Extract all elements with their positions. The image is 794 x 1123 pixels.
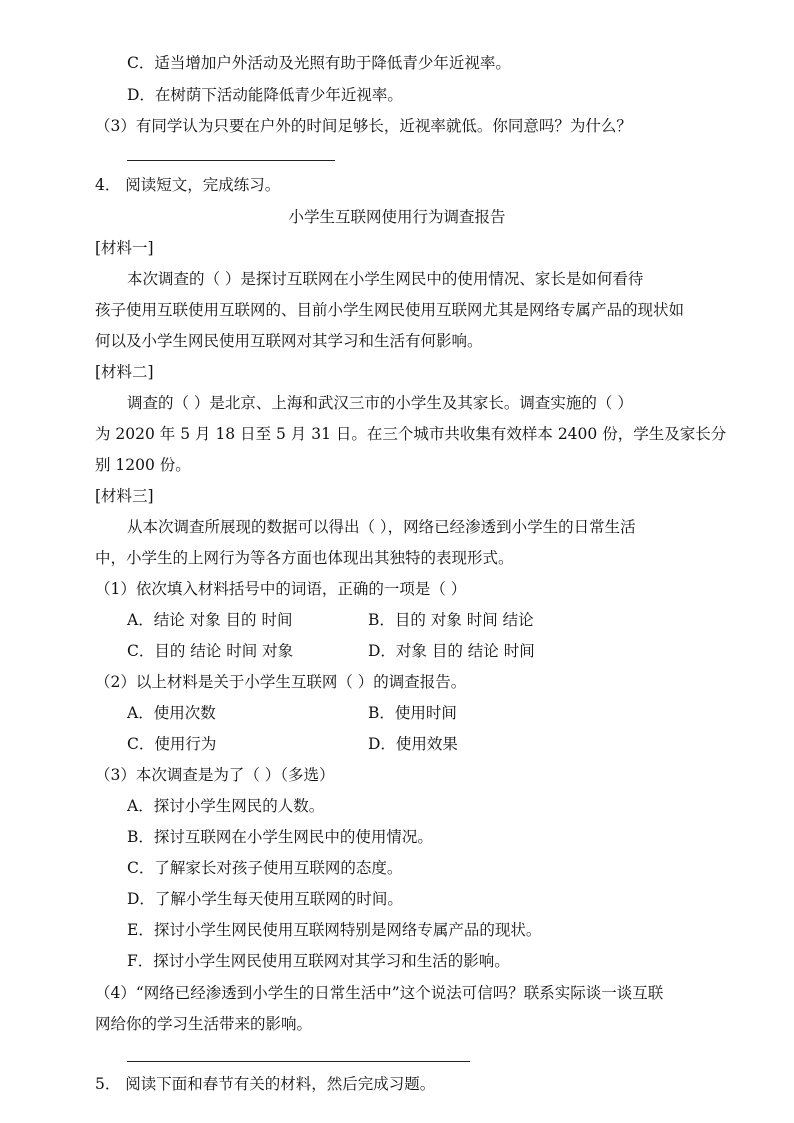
material-2-line: 调查的（ ）是北京、上海和武汉三市的小学生及其家长。调查实施的（ ）	[127, 394, 633, 412]
option-c-text: C．适当增加户外活动及光照有助于降低青少年近视率。	[127, 54, 511, 72]
subquestion-1-stem: （1）依次填入材料括号中的词语，正确的一项是（ ）	[95, 580, 467, 598]
option-d-text: D．在树荫下活动能降低青少年近视率。	[127, 86, 403, 104]
material-1-line: 本次调查的（ ）是探讨互联网在小学生网民中的使用情况、家长是如何看待	[127, 270, 644, 288]
subquestion-3-option-e: E．探讨小学生网民使用互联网特别是网络专属产品的现状。	[127, 921, 542, 939]
material-1-line: 何以及小学生网民使用互联网对其学习和生活有何影响。	[95, 332, 483, 350]
material-3-label: [材料三]	[95, 487, 154, 505]
subquestion-3-option-c: C．了解家长对孩子使用互联网的态度。	[127, 859, 403, 877]
subquestion-4-line: （4）“网络已经渗透到小学生的日常生活中”这个说法可信吗？联系实际谈一谈互联	[95, 984, 664, 1002]
material-3-line: 中，小学生的上网行为等各方面也体现出其独特的表现形式。	[95, 549, 514, 567]
subquestion-2-option-a: A．使用次数	[127, 704, 216, 722]
answer-blank-line	[127, 160, 335, 161]
subquestion-4-line: 网给你的学习生活带来的影响。	[95, 1015, 313, 1033]
material-1-line: 孩子使用互联使用互联网的、目前小学生网民使用互联网尤其是网络专属产品的现状如	[95, 301, 685, 319]
subquestion-1-option-b: B．目的 对象 时间 结论	[368, 611, 534, 629]
subquestion-1-option-d: D．对象 目的 结论 时间	[368, 642, 535, 660]
question-5-intro: 5． 阅读下面和春节有关的材料，然后完成习题。	[95, 1075, 436, 1093]
subquestion-2-option-d: D．使用效果	[368, 735, 458, 753]
report-title: 小学生互联网使用行为调查报告	[288, 208, 506, 226]
material-2-line: 为 2020 年 5 月 18 日至 5 月 31 日。在三个城市共收集有效样本 2400 份，学生及家长分	[95, 425, 727, 443]
material-2-label: [材料二]	[95, 363, 154, 381]
subquestion-3-stem: （3）本次调查是为了（ ）（多选）	[95, 766, 335, 784]
subquestion-2-option-c: C．使用行为	[127, 735, 217, 753]
question-3-subquestion: （3）有同学认为只要在户外的时间足够长，近视率就低。你同意吗？为什么？	[95, 117, 632, 135]
material-1-label: [材料一]	[95, 239, 154, 257]
subquestion-1-option-c: C．目的 结论 时间 对象	[127, 642, 294, 660]
subquestion-2-option-b: B．使用时间	[368, 704, 457, 722]
subquestion-3-option-d: D．了解小学生每天使用互联网的时间。	[127, 890, 403, 908]
subquestion-3-option-a: A．探讨小学生网民的人数。	[127, 797, 325, 815]
material-3-line: 从本次调查所展现的数据可以得出（ ），网络已经渗透到小学生的日常生活	[127, 518, 636, 536]
subquestion-2-stem: （2）以上材料是关于小学生互联网（ ）的调查报告。	[95, 673, 467, 691]
answer-blank-line	[127, 1061, 470, 1062]
subquestion-3-option-b: B．探讨互联网在小学生网民中的使用情况。	[127, 828, 433, 846]
material-2-line: 别 1200 份。	[95, 456, 191, 474]
question-4-intro: 4． 阅读短文，完成练习。	[95, 176, 281, 194]
subquestion-1-option-a: A．结论 对象 目的 时间	[127, 611, 293, 629]
subquestion-3-option-f: F．探讨小学生网民使用互联网对其学习和生活的影响。	[127, 952, 510, 970]
